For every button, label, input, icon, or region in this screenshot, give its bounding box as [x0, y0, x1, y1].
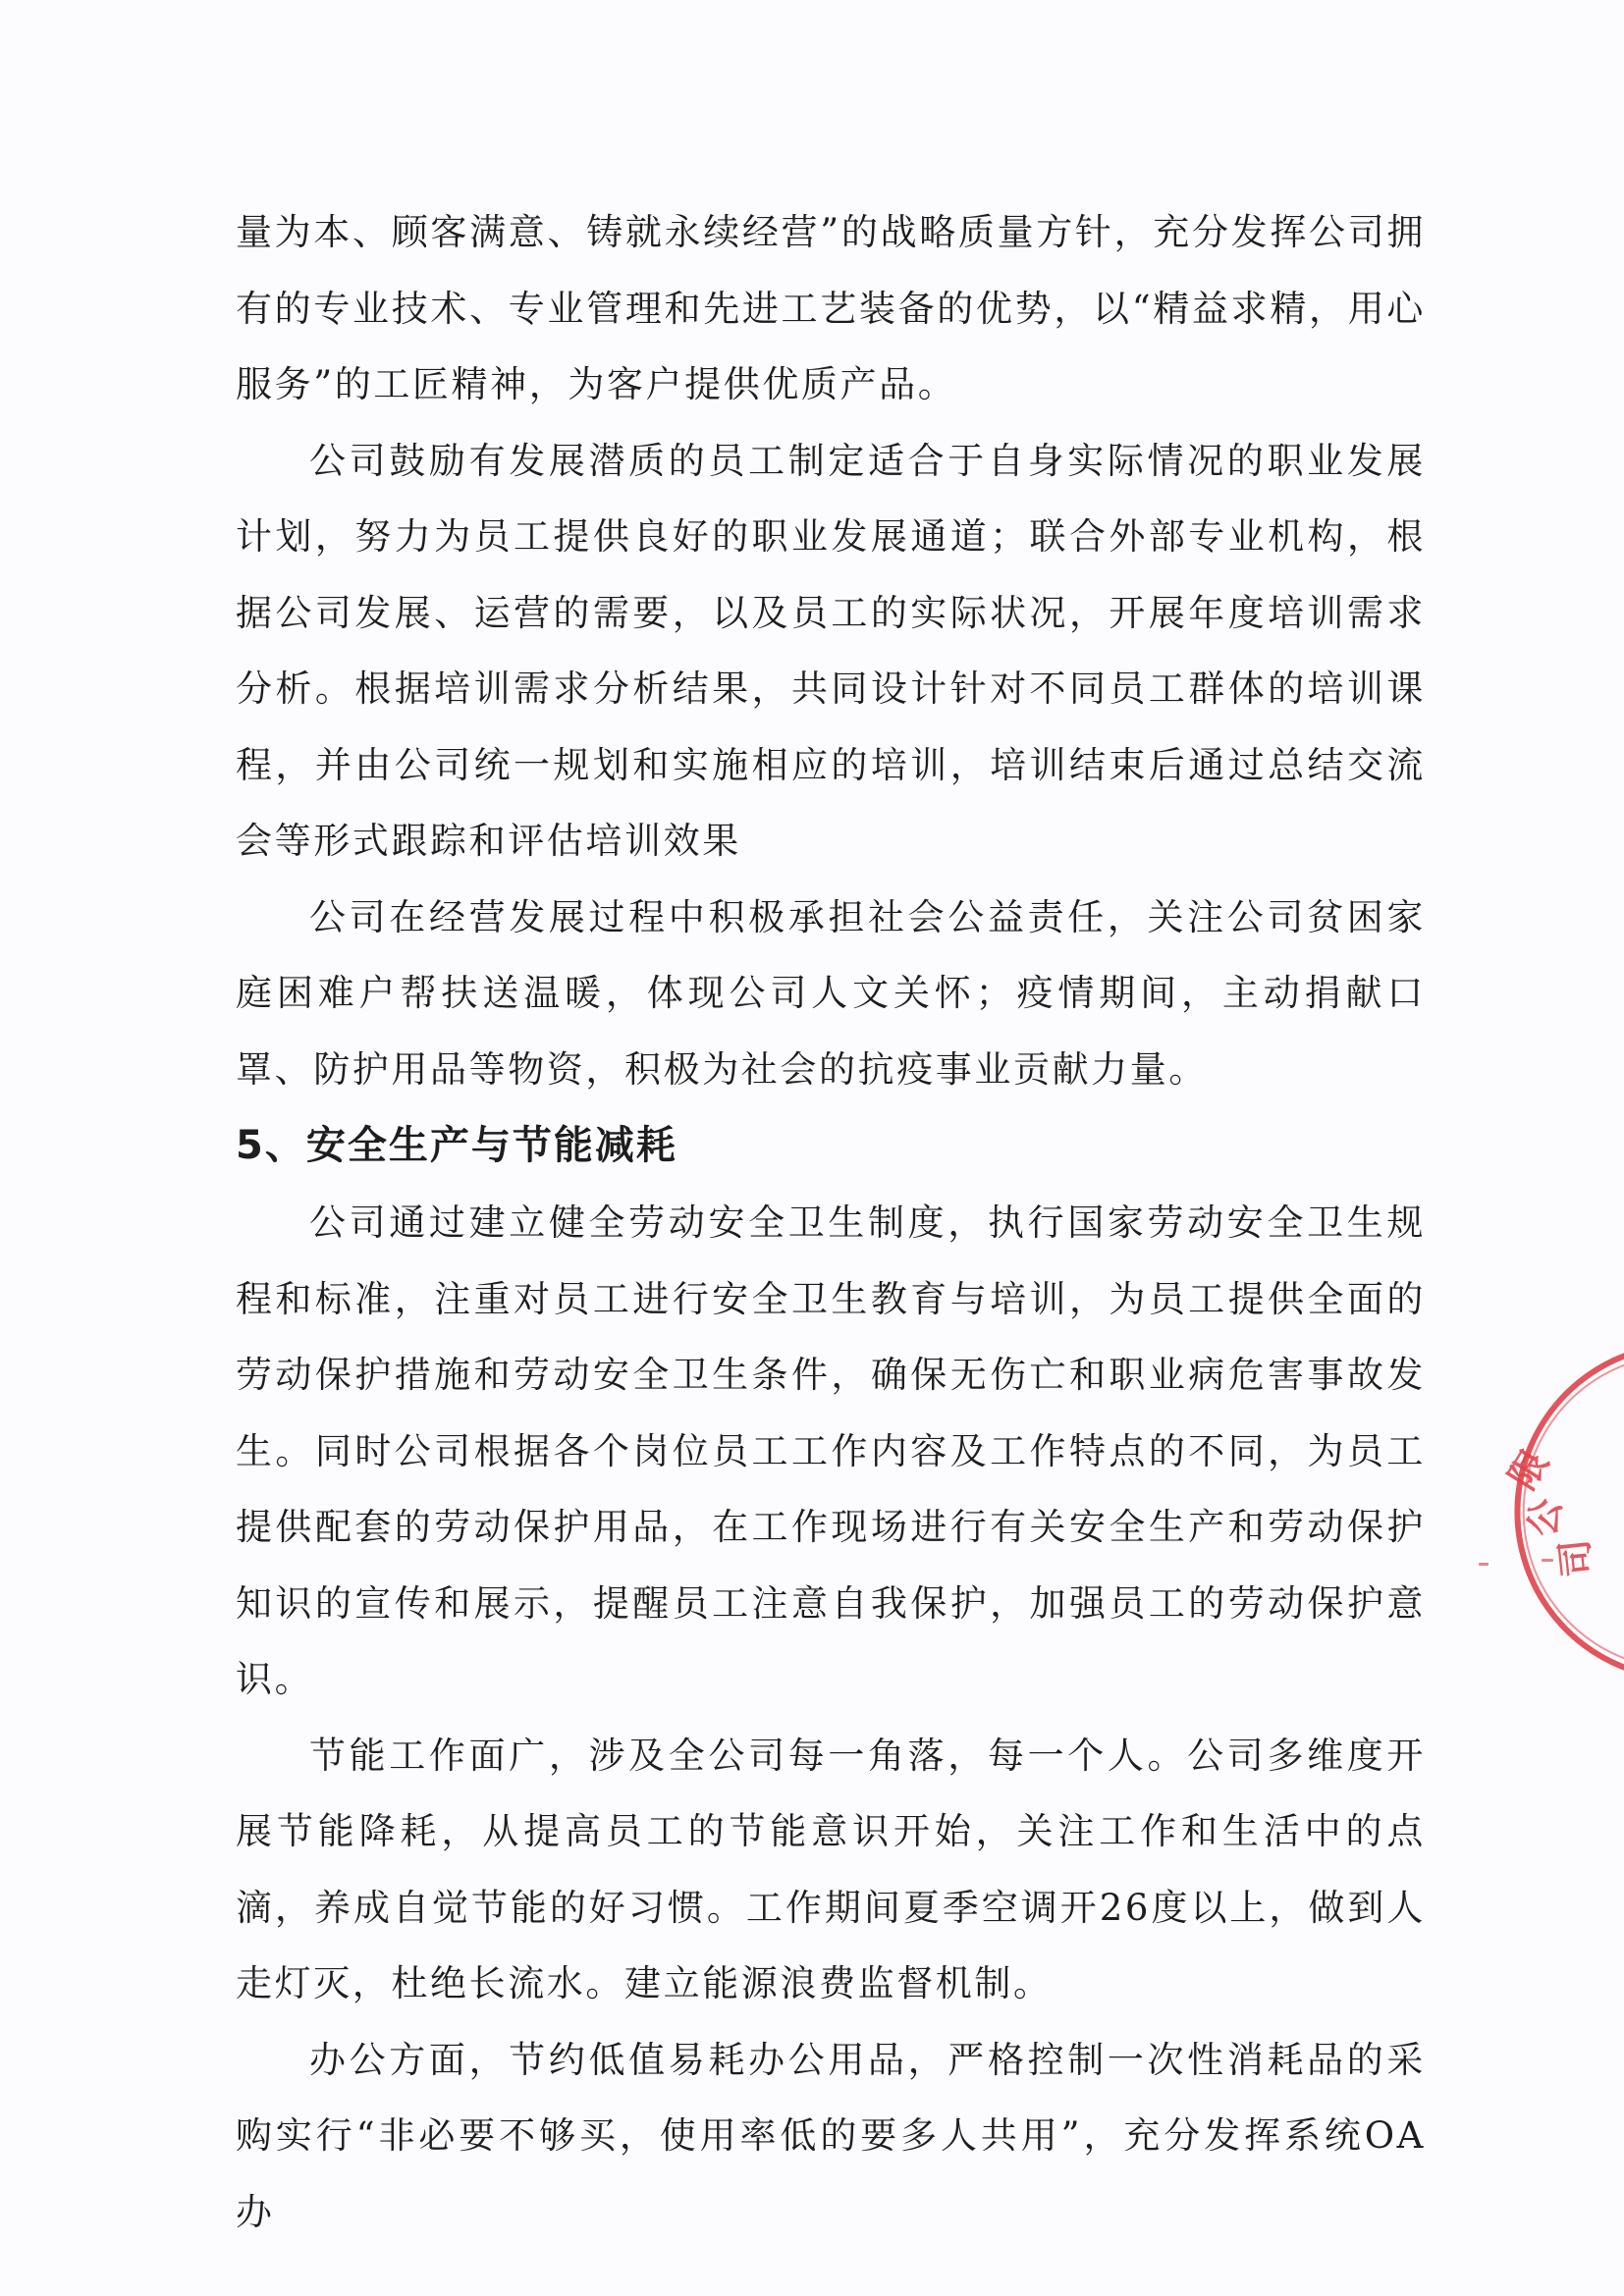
svg-text:司: 司 — [1554, 1537, 1599, 1579]
document-body — [236, 194, 1426, 2250]
paragraph-social-responsibility: 公司在经营发展过程中积极承担社会公益责任，关注公司贫困家庭困难户帮扶送温暖，体现公司人文关怀；疫情期间，主动捐献口罩、防护用品等物资，积极为社会的抗疫事业贡献力量。 — [236, 895, 1426, 1091]
paragraph-career-development: 公司鼓励有发展潜质的员工制定适合于自身实际情况的职业发展计划，努力为员工提供良好的职业发展通道；联合外部专业机构，根据公司发展、运营的需要，以及员工的实际状况，开展年度培训需求分析。根据培训需求分析结果，共同设计针对不同员工群体的培训课程，并由公司统一规划和实施相应的培训，培训结束后通过总结交流会等形式跟踪和评估培训效果 — [236, 439, 1426, 862]
svg-text:公: 公 — [1522, 1495, 1570, 1540]
paragraph-energy-saving: 节能工作面广，涉及全公司每一角落，每一个人。公司多维度开展节能降耗，从提高员工的节能意识开始，关注工作和生活中的点滴，养成自觉节能的好习惯。工作期间夏季空调开26度以上，做到人走灯灭，杜绝长流水。建立能源浪费监督机制。 — [236, 1734, 1426, 2004]
paragraph-office-consumables: 办公方面，节约低值易耗办公用品，严格控制一次性消耗品的采购实行“非必要不够买，使用率低的要多人共用”，充分发挥系统OA办 — [236, 2038, 1426, 2233]
svg-text:限: 限 — [1501, 1443, 1557, 1497]
company-seal — [1441, 1335, 1624, 1688]
paragraph-quality-policy: 量为本、顾客满意、铸就永续经营”的战略质量方针，充分发挥公司拥有的专业技术、专业管理和先进工艺装备的优势，以“精益求精，用心服务”的工匠精神，为客户提供优质产品。 — [236, 211, 1426, 405]
paragraph-safety-production: 公司通过建立健全劳动安全卫生制度，执行国家劳动安全卫生规程和标准，注重对员工进行安全卫生教育与培训，为员工提供全面的劳动保护措施和劳动安全卫生条件，确保无伤亡和职业病危害事故发生。同时公司根据各个岗位员工工作内容及工作特点的不同，为员工提供配套的劳动保护用品，在工作现场进行有关安全生产和劳动保护知识的宣传和展示，提醒员工注意自我保护，加强员工的劳动保护意识。 — [236, 1201, 1426, 1700]
section-heading: 5、安全生产与节能减耗 — [236, 1123, 677, 1168]
